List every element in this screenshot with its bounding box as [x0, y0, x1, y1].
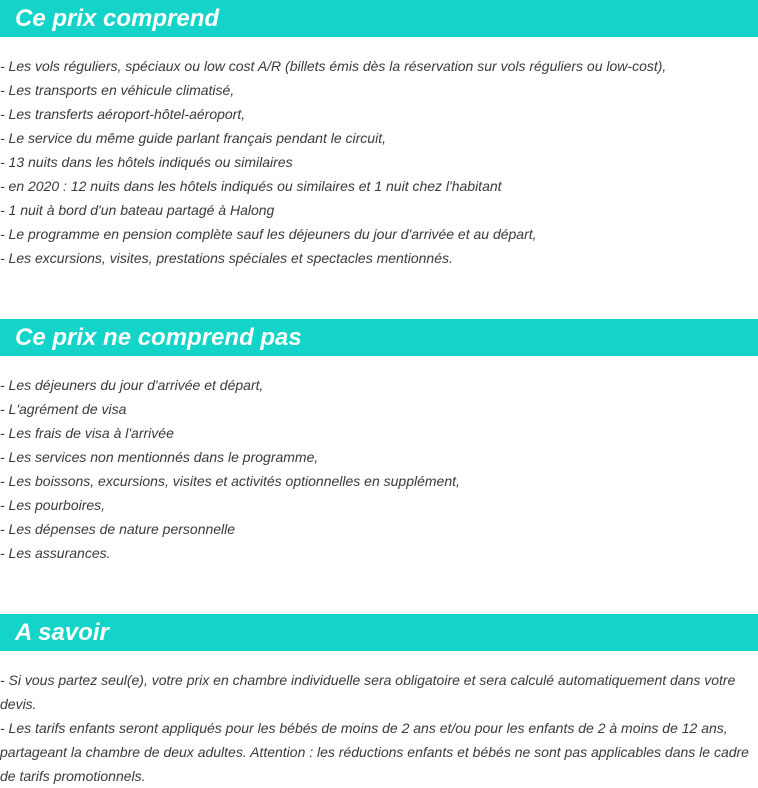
list-item: - Les vols réguliers, spéciaux ou low cost A/R (billets émis dès la réservation sur vols réguliers ou low-cost),: [0, 58, 667, 74]
good-to-know-text: [0, 668, 752, 788]
included-list: [0, 54, 752, 270]
info-paragraph: - Si vous partez seul(e), votre prix en chambre individuelle sera obligatoire et sera calculé automatiquement dans votre devis.: [0, 672, 736, 712]
section-header-not-included: [0, 319, 758, 356]
list-item: - Les services non mentionnés dans le programme,: [0, 449, 319, 465]
list-item: - L'agrément de visa: [0, 401, 127, 417]
list-item: - Le service du même guide parlant français pendant le circuit,: [0, 130, 386, 146]
list-item: - Les boissons, excursions, visites et activités optionnelles en supplément,: [0, 473, 460, 489]
section-title-not-included: Ce prix ne comprend pas: [15, 324, 302, 351]
list-item: - 13 nuits dans les hôtels indiqués ou similaires: [0, 154, 293, 170]
section-header-good-to-know: [0, 614, 758, 651]
list-item: - Les excursions, visites, prestations spéciales et spectacles mentionnés.: [0, 250, 453, 266]
section-title-included: Ce prix comprend: [15, 5, 220, 32]
section-header-included: [0, 0, 758, 37]
list-item: - Les transferts aéroport-hôtel-aéroport,: [0, 106, 246, 122]
list-item: - Les assurances.: [0, 545, 111, 561]
section-title-good-to-know: A savoir: [15, 619, 109, 646]
list-item: - Les pourboires,: [0, 497, 106, 513]
list-item: - en 2020 : 12 nuits dans les hôtels indiqués ou similaires et 1 nuit chez l'habitant: [0, 178, 502, 194]
list-item: - Les transports en véhicule climatisé,: [0, 82, 235, 98]
list-item: - Les dépenses de nature personnelle: [0, 521, 236, 537]
not-included-list: [0, 373, 752, 565]
list-item: - 1 nuit à bord d'un bateau partagé à Halong: [0, 202, 275, 218]
info-paragraph: - Les tarifs enfants seront appliqués pour les bébés de moins de 2 ans et/ou pour les enfants de 2 à moins de 12 ans, partageant la chambre de deux adultes. Attention : les réductions enfants et bébés ne sont pas applicables dans le cadre de tarifs promotionnels.: [0, 720, 749, 784]
list-item: - Les déjeuners du jour d'arrivée et départ,: [0, 377, 264, 393]
list-item: - Le programme en pension complète sauf les déjeuners du jour d'arrivée et au départ,: [0, 226, 537, 242]
list-item: - Les frais de visa à l'arrivée: [0, 425, 174, 441]
